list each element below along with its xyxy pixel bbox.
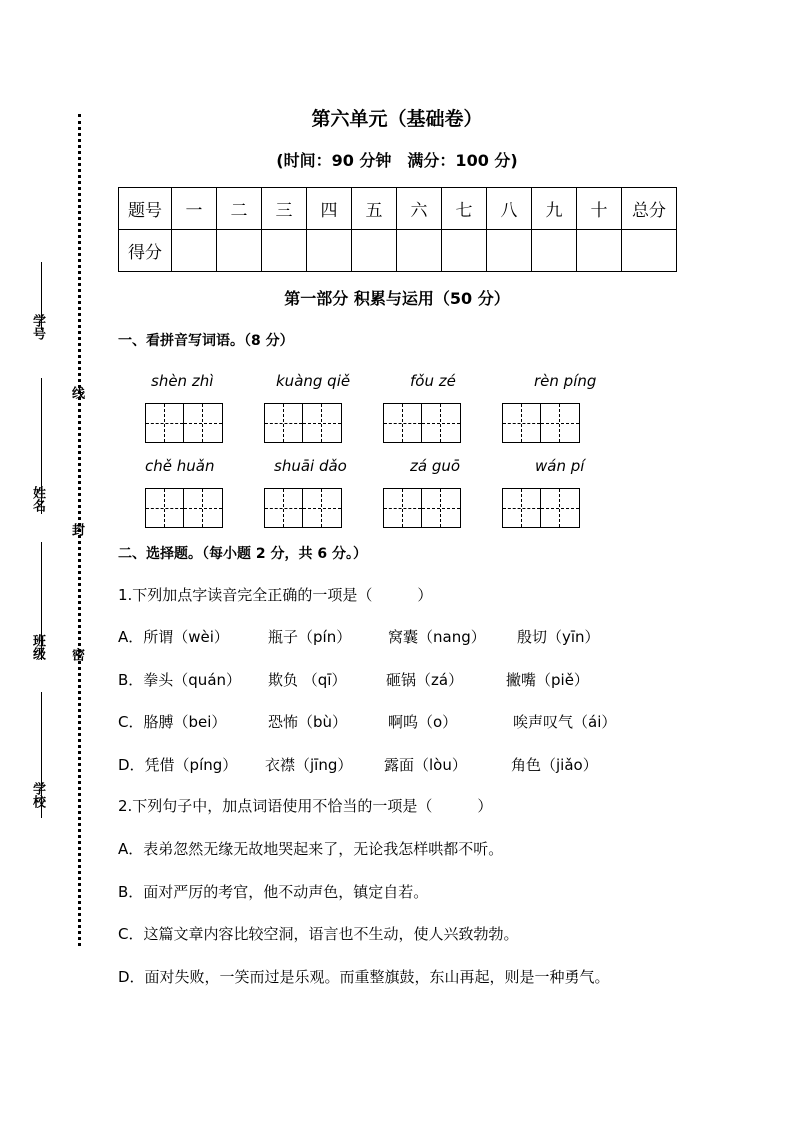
writing-grid[interactable] — [383, 403, 461, 443]
score-table — [118, 187, 677, 272]
writing-grid[interactable] — [502, 488, 580, 528]
q2-item2-option-b: B．面对严厉的考官，他不动声色，镇定自若。 — [118, 883, 429, 901]
pinyin-label: shèn zhì — [151, 372, 214, 390]
score-header-cell: 六 — [397, 188, 442, 230]
score-cell[interactable] — [307, 230, 352, 272]
option-a1: A．所谓（wèi） — [118, 628, 229, 646]
pinyin-label: fǒu zé — [410, 372, 456, 390]
option-c1: C．胳膊（bei） — [118, 713, 227, 731]
score-header-cell: 五 — [352, 188, 397, 230]
score-header-cell: 七 — [442, 188, 487, 230]
name-label: 姓名 — [30, 486, 45, 512]
pinyin-label: wán pí — [535, 457, 585, 475]
score-cell[interactable] — [442, 230, 487, 272]
score-header-cell: 四 — [307, 188, 352, 230]
page-title: 第六单元（基础卷） — [311, 108, 483, 130]
q2-item2-option-c: C．这篇文章内容比较空洞，语言也不生动，使人兴致勃勃。 — [118, 925, 519, 943]
option-b2: 欺负 （qī） — [268, 671, 347, 689]
score-table-score-row — [119, 230, 677, 272]
pinyin-label: chě huǎn — [145, 457, 215, 475]
option-d2: 衣襟（jīng） — [265, 756, 353, 774]
option-c2: 恐怖（bù） — [268, 713, 348, 731]
writing-grid[interactable] — [264, 488, 342, 528]
writing-grid[interactable] — [145, 488, 223, 528]
score-header-cell: 二 — [217, 188, 262, 230]
score-cell[interactable] — [622, 230, 677, 272]
score-cell[interactable] — [397, 230, 442, 272]
score-cell[interactable] — [577, 230, 622, 272]
q2-item1-stem: 1.下列加点字读音完全正确的一项是（ ） — [118, 586, 433, 604]
writing-grid[interactable] — [502, 403, 580, 443]
option-b3: 砸锅（zá） — [386, 671, 464, 689]
score-cell[interactable] — [487, 230, 532, 272]
writing-grid[interactable] — [145, 403, 223, 443]
score-header-cell: 题号 — [119, 188, 172, 230]
score-header-cell: 一 — [172, 188, 217, 230]
q2-title: 二、选择题。（每小题 2 分，共 6 分。） — [118, 546, 367, 562]
q2-item2-stem: 2.下列句子中，加点词语使用不恰当的一项是（ ） — [118, 797, 493, 815]
seal-char-seal: 封 — [69, 523, 84, 536]
q2-item2-option-a: A．表弟忽然无缘无故地哭起来了，无论我怎样哄都不听。 — [118, 840, 504, 858]
option-a2: 瓶子（pín） — [268, 628, 352, 646]
pinyin-label: shuāi dǎo — [274, 457, 347, 475]
pinyin-label: zá guō — [410, 457, 461, 475]
page-subtitle: (时间：90 分钟 满分：100 分) — [276, 151, 518, 170]
score-cell[interactable] — [352, 230, 397, 272]
score-header-cell: 十 — [577, 188, 622, 230]
option-c3: 啊呜（o） — [388, 713, 458, 731]
score-cell[interactable] — [172, 230, 217, 272]
seal-char-secret: 密 — [69, 648, 84, 661]
score-header-cell: 三 — [262, 188, 307, 230]
q1-title: 一、看拼音写词语。（8 分） — [118, 333, 294, 349]
option-a4: 殷切（yīn） — [517, 628, 600, 646]
score-header-cell: 九 — [532, 188, 577, 230]
option-a3: 窝囊（nang） — [388, 628, 486, 646]
option-b4: 撇嘴（piě） — [506, 671, 589, 689]
option-d1: D．凭借（píng） — [118, 756, 238, 774]
writing-grid[interactable] — [383, 488, 461, 528]
option-d4: 角色（jiǎo） — [511, 756, 598, 774]
class-label: 班级 — [30, 634, 45, 660]
option-b1: B．拳头（quán） — [118, 671, 242, 689]
q2-item2-option-d: D．面对失败，一笑而过是乐观。而重整旗鼓，东山再起，则是一种勇气。 — [118, 968, 610, 986]
pinyin-label: rèn píng — [534, 372, 597, 390]
pinyin-label: kuàng qiě — [276, 372, 351, 390]
option-c4: 唉声叹气（ái） — [513, 713, 617, 731]
seal-char-line: 线 — [69, 386, 84, 399]
score-header-cell: 八 — [487, 188, 532, 230]
score-cell[interactable] — [532, 230, 577, 272]
school-label: 学校 — [30, 782, 45, 808]
score-row-label: 得分 — [119, 230, 172, 272]
score-cell[interactable] — [217, 230, 262, 272]
part1-title: 第一部分 积累与运用（50 分） — [284, 289, 510, 308]
writing-grid[interactable] — [264, 403, 342, 443]
option-d3: 露面（lòu） — [384, 756, 467, 774]
score-cell[interactable] — [262, 230, 307, 272]
score-header-cell: 总分 — [622, 188, 677, 230]
score-table-header-row — [119, 188, 677, 230]
student-id-label: 学号 — [30, 314, 45, 340]
